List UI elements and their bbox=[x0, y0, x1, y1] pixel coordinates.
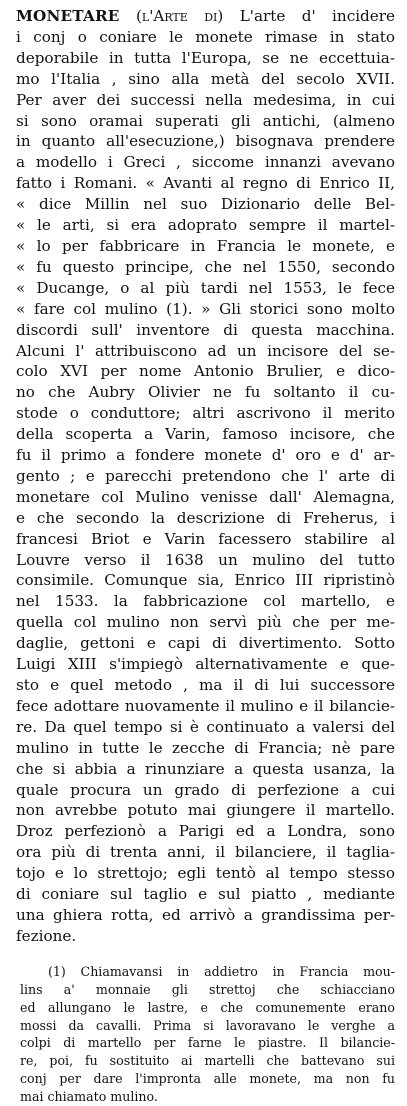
article-line: i conj o coniare le monete rimase in stato bbox=[16, 27, 395, 46]
article-line: deporabile in tutta l'Europa, se ne eccettuia- bbox=[16, 48, 395, 67]
article-line: quella col mulino non servì più che per me- bbox=[16, 613, 395, 632]
article-line: fu il primo a fondere monete d' oro e d' ar- bbox=[16, 446, 395, 465]
article-line: tojo e lo strettojo; egli tentò al tempo stesso bbox=[16, 864, 395, 883]
article-line: daglie, gettoni e capi di divertimento. Sotto bbox=[16, 634, 395, 653]
article-line: re. Da quel tempo si è continuato a valersi del bbox=[16, 717, 395, 736]
article-line: MONETARE (l'Arte di) L'arte d' incidere bbox=[16, 7, 396, 25]
article-line: che si abbia a rinunziare a questa usanza, la bbox=[16, 759, 395, 778]
article-line: e che secondo la descrizione di Freherus, i bbox=[16, 508, 395, 527]
article-line: « Ducange, o al più tardi nel 1553, le fece bbox=[16, 278, 395, 297]
footnote-line: mossi da cavalli. Prima si lavoravano le verghe a bbox=[20, 1017, 395, 1033]
article-body bbox=[16, 6, 395, 947]
article-line: una ghiera rotta, ed arrivò a grandissima per- bbox=[16, 905, 395, 924]
article-line: Louvre verso il 1638 un mulino del tutto bbox=[16, 550, 395, 569]
article-line: ora più di trenta anni, il bilanciere, il taglia- bbox=[16, 843, 395, 862]
headword-subject: (l'Arte di) bbox=[135, 7, 224, 25]
footnote-line: (1) Chiamavansi in addietro in Francia mou- bbox=[48, 963, 395, 979]
article-line: nel 1533. la fabbricazione col martello, e bbox=[16, 592, 395, 611]
article-line: « dice Millin nel suo Dizionario delle Bel- bbox=[16, 195, 395, 214]
article-line: no che Aubry Olivier ne fu soltanto il cu- bbox=[16, 383, 395, 402]
article-line: fatto i Romani. « Avanti al regno di Enrico II, bbox=[16, 174, 395, 193]
article-line: a modello i Greci , siccome innanzi avevano bbox=[16, 153, 395, 172]
article-line: mulino in tutte le zecche di Francia; nè pare bbox=[16, 738, 395, 757]
article-line: stode o conduttore; altri ascrivono il merito bbox=[16, 404, 395, 423]
article-line: di coniare sul taglio e sul piatto , mediante bbox=[16, 885, 395, 904]
article-line: fece adottare nuovamente il mulino e il bilancie- bbox=[16, 696, 395, 715]
footnote-line: mai chiamato mulino. bbox=[20, 1089, 158, 1105]
article-line: Alcuni l' attribuiscono ad un incisore del se- bbox=[16, 341, 395, 360]
article-line: « fu questo principe, che nel 1550, secondo bbox=[16, 257, 395, 276]
article-line: quale procura un grado di perfezione a cui bbox=[16, 780, 395, 799]
article-line: gento ; e parecchi pretendono che l' arte di bbox=[16, 466, 395, 485]
footnote-line: lins a' monnaie gli strettoj che schiacciano bbox=[20, 981, 395, 997]
article-line: sto e quel metodo , ma il di lui successore bbox=[16, 676, 395, 694]
article-line: discordi sull' inventore di questa macchina. bbox=[16, 320, 395, 339]
article-line: consimile. Comunque sia, Enrico III ripristinò bbox=[16, 571, 395, 590]
footnote-line: ed allungano le lastre, e che comunemente erano bbox=[20, 999, 395, 1015]
article-line: si sono oramai superati gli antichi, (almeno bbox=[16, 111, 395, 130]
footnote-line: colpi di martello per farne le piastre. Il bilancie- bbox=[20, 1035, 395, 1051]
article-line: Per aver dei successi nella medesima, in cui bbox=[16, 90, 395, 109]
article-line: fezione. bbox=[16, 926, 77, 945]
article-line: non avrebbe potuto mai giungere il martello. bbox=[16, 801, 395, 820]
article-line: Luigi XIII s'impiegò alternativamente e que- bbox=[16, 655, 395, 674]
article-line: « fare col mulino (1). » Gli storici sono molto bbox=[16, 299, 395, 318]
article-line: francesi Briot e Varin facessero stabilire al bbox=[16, 529, 395, 548]
article-line: della scoperta a Varin, famoso incisore, che bbox=[16, 425, 395, 444]
article-line: Droz perfezionò a Parigi ed a Londra, sono bbox=[16, 822, 395, 841]
article-line: monetare col Mulino venisse dall' Alemagna, bbox=[16, 487, 395, 506]
article-line: « lo per fabbricare in Francia le monete, e bbox=[16, 236, 395, 255]
article-line: mo l'Italia , sino alla metà del secolo XVII. bbox=[16, 69, 395, 88]
footnote-line: re, poi, fu sostituito ai martelli che battevano sui bbox=[20, 1053, 395, 1069]
footnote-line: conj per dare l'impronta alle monete, ma non fu bbox=[20, 1071, 395, 1087]
article-line: « le arti, si era adoprato sempre il martel- bbox=[16, 216, 395, 235]
article-line: colo XVI per nome Antonio Brulier, e dico- bbox=[16, 362, 395, 381]
article-line: in quanto all'esecuzione,) bisognava prendere bbox=[16, 132, 395, 151]
headword: MONETARE bbox=[16, 7, 120, 25]
